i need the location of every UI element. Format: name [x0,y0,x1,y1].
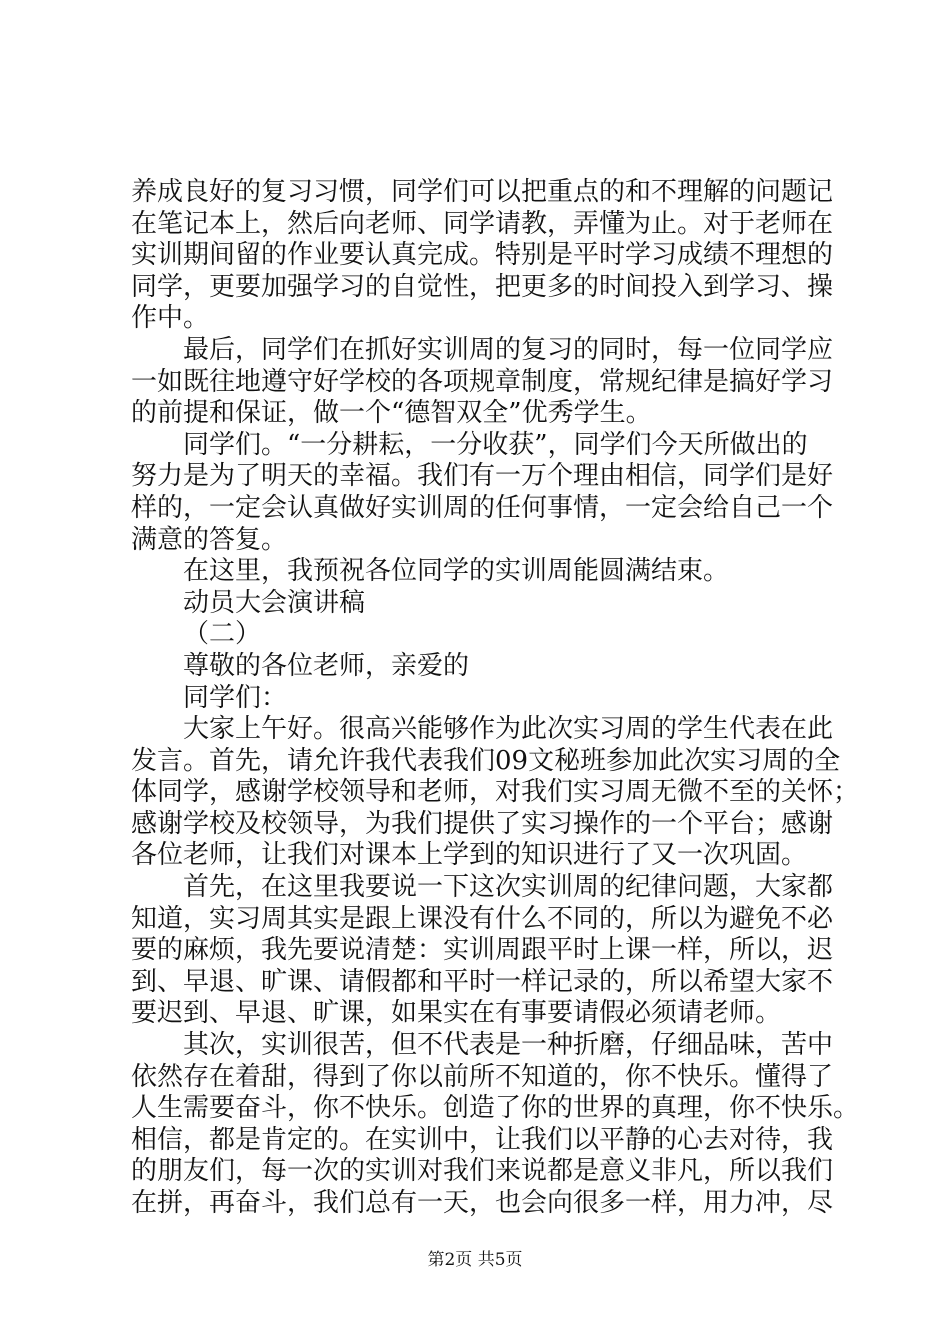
text-line: 感谢学校及校领导，为我们提供了实习操作的一个平台；感谢 [131,808,834,839]
text-line: 养成良好的复习习惯，同学们可以把重点的和不理解的问题记 [131,177,834,207]
text-line: 体同学，感谢学校领导和老师，对我们实习周无微不至的关怀； [131,777,860,808]
text-line: 同学们。“一分耕耘，一分收获”，同学们今天所做出的 [183,429,808,460]
paragraph-p2 [131,334,834,430]
text-line: （二） [183,619,262,650]
text-line: 一如既往地遵守好学校的各项规章制度，常规纪律是搞好学习 [131,366,834,397]
text-line: 同学们： [183,682,288,713]
text-line: 要迟到、早退、旷课，如果实在有事要请假必须请老师。 [131,998,782,1029]
text-line: 知道，实习周其实是跟上课没有什么不同的，所以为避免不必 [131,903,834,934]
text-line: 样的，一定会认真做好实训周的任何事情，一定会给自己一个 [131,492,834,523]
text-line: 到、早退、旷课、请假都和平时一样记录的，所以希望大家不 [131,966,834,997]
text-line: 其次，实训很苦，但不代表是一种折磨，仔细品味，苦中 [183,1030,834,1061]
text-line: 在这里，我预祝各位同学的实训周能圆满结束。 [183,556,730,587]
text-line: 相信，都是肯定的。在实训中，让我们以平静的心去对待，我 [131,1124,834,1155]
text-line: 的前提和保证，做一个“德智双全”优秀学生。 [131,398,652,429]
text-line: 尊敬的各位老师，亲爱的 [183,650,470,681]
paragraph-p6 [131,619,831,651]
text-line: 最后，同学们在抓好实训周的复习的同时，每一位同学应 [183,334,834,365]
paragraph-p8 [131,683,831,715]
text-line: 在拼，再奋斗，我们总有一天，也会向很多一样，用力冲，尽 [131,1188,834,1218]
paragraph-p1 [131,177,834,335]
text-line: 努力是为了明天的幸福。我们有一万个理由相信，同学们是好 [131,461,834,492]
text-line: 大家上午好。很高兴能够作为此次实习周的学生代表在此 [183,714,834,745]
text-line: 满意的答复。 [131,524,288,555]
text-line: 首先，在这里我要说一下这次实训周的纪律问题，大家都 [183,872,834,903]
text-line: 在笔记本上，然后向老师、同学请教，弄懂为止。对于老师在 [131,208,834,239]
page-footer: 第2页 共5页 [427,1250,523,1270]
paragraph-p7 [131,651,831,683]
document-body [131,177,860,1220]
text-line: 的朋友们，每一次的实训对我们来说都是意义非凡，所以我们 [131,1156,834,1187]
text-line: 各位老师，让我们对课本上学到的知识进行了又一次巩固。 [131,840,808,871]
paragraph-p9 [131,714,860,872]
text-line: 人生需要奋斗，你不快乐。创造了你的世界的真理，你不快乐。 [131,1093,860,1124]
text-line: 依然存在着甜，得到了你以前所不知道的，你不快乐。懂得了 [131,1061,834,1092]
text-line: 实训期间留的作业要认真完成。特别是平时学习成绩不理想的 [131,240,834,271]
text-line: 发言。首先，请允许我代表我们09文秘班参加此次实习周的全 [131,745,841,776]
text-line: 作中。 [131,303,210,334]
text-line: 要的麻烦，我先要说清楚：实训周跟平时上课一样，所以，迟 [131,935,834,966]
text-line: 同学，更要加强学习的自觉性，把更多的时间投入到学习、操 [131,271,834,302]
text-line: 动员大会演讲稿 [183,587,366,618]
paragraph-p3 [131,429,834,556]
paragraph-p11 [131,1030,860,1220]
paragraph-p10 [131,872,834,1030]
paragraph-p5 [131,588,831,620]
paragraph-p4 [131,556,831,588]
